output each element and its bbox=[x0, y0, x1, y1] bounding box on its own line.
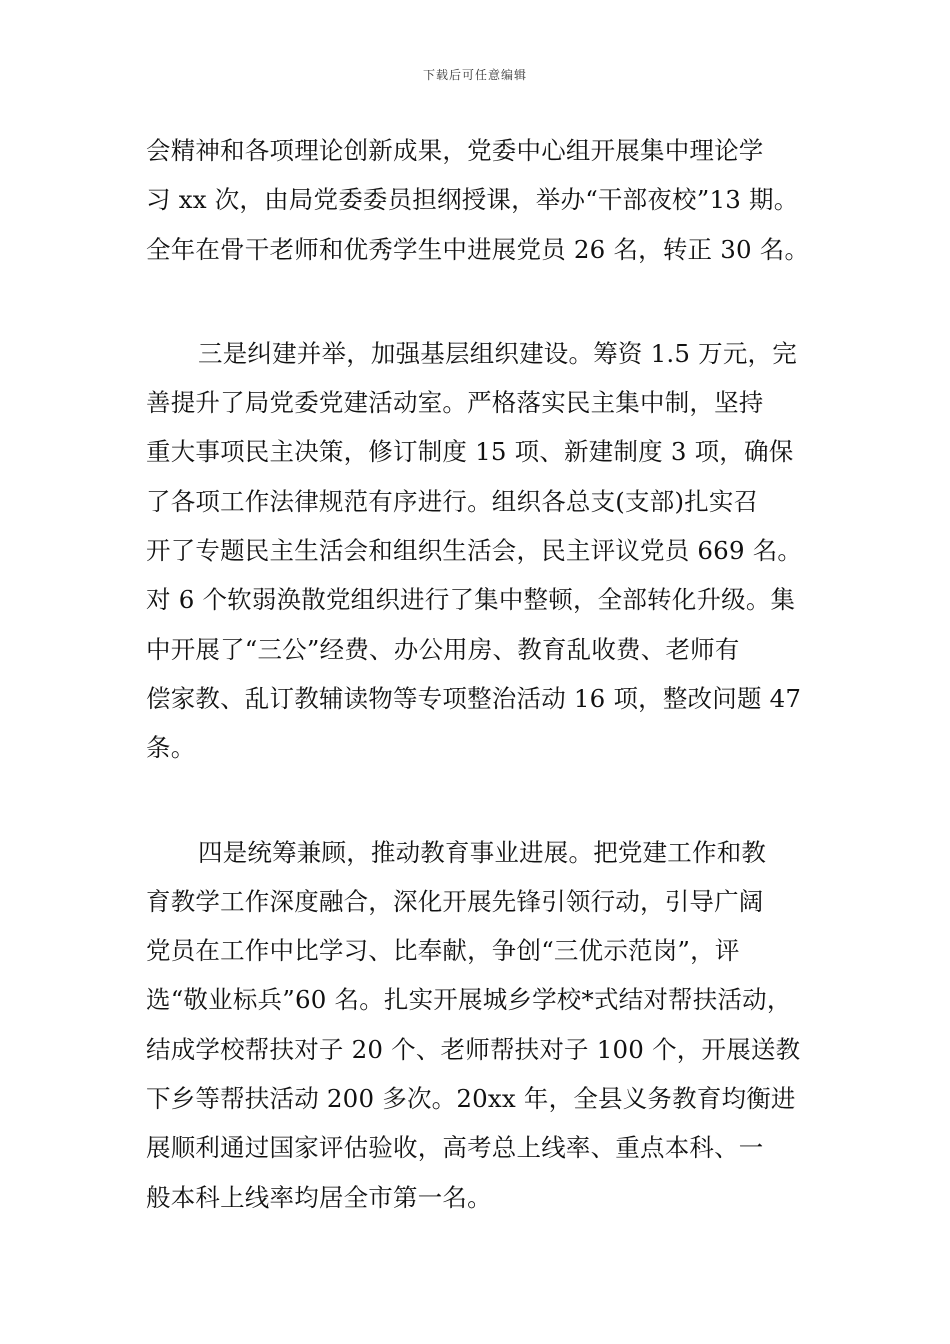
text-line: 会精神和各项理论创新成果，党委中心组开展集中理论学 bbox=[146, 136, 764, 165]
text-line: 重大事项民主决策，修订制度 15 项、新建制度 3 项，确保 bbox=[146, 437, 794, 467]
text-line: 习 xx 次，由局党委委员担纲授课，举办“干部夜校”13 期。 bbox=[146, 185, 799, 215]
paragraph-2 bbox=[146, 329, 812, 773]
text-line: 四是统筹兼顾，推动教育事业进展。把党建工作和教 bbox=[198, 837, 767, 867]
text-line: 下乡等帮扶活动 200 多次。20xx 年，全县义务教育均衡进 bbox=[146, 1084, 796, 1114]
text-line: 育教学工作深度融合，深化开展先锋引领行动，引导广阔 bbox=[146, 886, 764, 916]
text-line: 党员在工作中比学习、比奉献，争创“三优示范岗”，评 bbox=[146, 936, 740, 966]
text-line: 对 6 个软弱涣散党组织进行了集中整顿，全部转化升级。集 bbox=[146, 585, 796, 615]
text-line: 开了专题民主生活会和组织生活会，民主评议党员 669 名。 bbox=[146, 536, 803, 566]
text-line: 结成学校帮扶对子 20 个、老师帮扶对子 100 个，开展送教 bbox=[146, 1034, 801, 1064]
page-header-note: 下载后可任意编辑 bbox=[422, 68, 527, 82]
text-line: 般本科上线率均居全市第一名。 bbox=[146, 1182, 492, 1212]
text-line: 三是纠建并举，加强基层组织建设。筹资 1.5 万元，完 bbox=[198, 338, 797, 368]
text-line: 中开展了“三公”经费、办公用房、教育乱收费、老师有 bbox=[146, 634, 740, 664]
text-line: 选“敬业标兵”60 名。扎实开展城乡学校*式结对帮扶活动， bbox=[146, 985, 792, 1015]
text-line: 全年在骨干老师和优秀学生中进展党员 26 名，转正 30 名。 bbox=[146, 234, 810, 264]
text-line: 偿家教、乱订教辅读物等专项整治活动 16 项，整改问题 47 bbox=[146, 683, 802, 713]
paragraph-spacer bbox=[146, 773, 812, 828]
paragraph-spacer bbox=[146, 274, 812, 329]
document-body bbox=[146, 126, 812, 1222]
text-line: 善提升了局党委党建活动室。严格落实民主集中制，坚持 bbox=[146, 388, 764, 418]
text-line: 条。 bbox=[146, 733, 196, 763]
text-line: 展顺利通过国家评估验收，高考总上线率、重点本科、一 bbox=[146, 1133, 764, 1163]
text-line: 了各项工作法律规范有序进行。组织各总支(支部)扎实召 bbox=[146, 486, 759, 516]
paragraph-1 bbox=[146, 126, 812, 274]
paragraph-3 bbox=[146, 828, 812, 1222]
